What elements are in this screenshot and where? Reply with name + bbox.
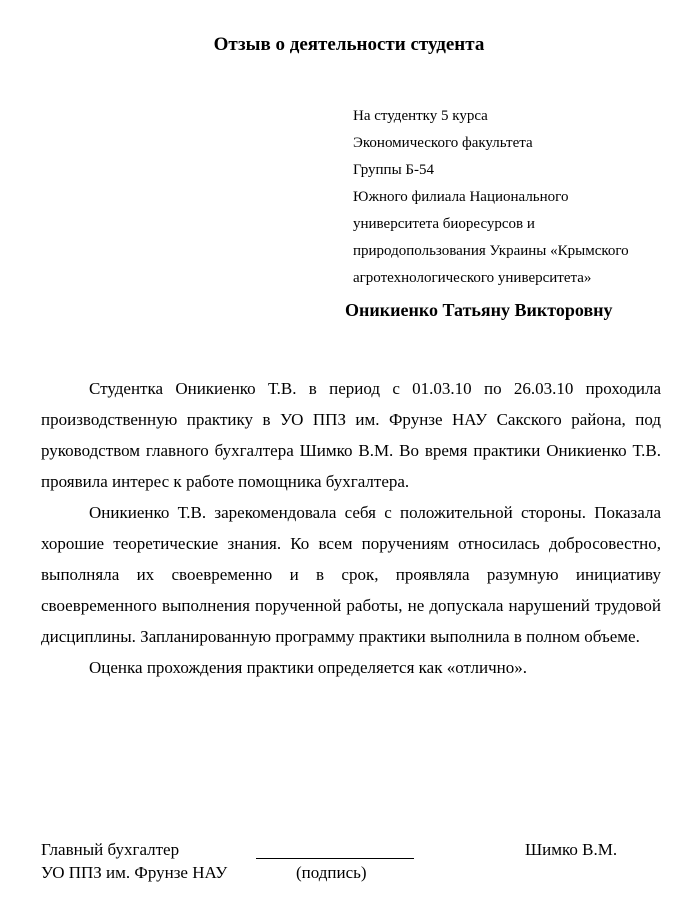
signer-position bbox=[41, 838, 227, 884]
addressee-line: агротехнологического университета» bbox=[353, 270, 592, 286]
signature-line bbox=[256, 858, 414, 859]
addressee-block bbox=[353, 103, 629, 292]
addressee-line: университета биоресурсов и bbox=[353, 216, 535, 232]
addressee-line: Группы Б-54 bbox=[353, 162, 435, 178]
addressee-line: Южного филиала Национального bbox=[353, 189, 569, 205]
paragraph: Оценка прохождения практики определяется как «отлично». bbox=[89, 658, 527, 677]
review-body bbox=[41, 373, 661, 683]
paragraph: Оникиенко Т.В. зарекомендовала себя с положительной стороны. Показала хорошие теоретические знания. Ко всем поручениям относилась добросовестно, выполняла их своевременно и в срок, проявляла разумную инициативу своевременного выполнения порученной работы, не допускала нарушений трудовой дисциплины. Запланированную программу практики выполнила в полном объеме. bbox=[41, 503, 661, 646]
signature-caption: (подпись) bbox=[296, 863, 367, 882]
signer-position-line: УО ППЗ им. Фрунзе НАУ bbox=[41, 863, 228, 882]
addressee-line: природопользования Украины «Крымского bbox=[353, 243, 629, 259]
paragraph: Студентка Оникиенко Т.В. в период с 01.03.10 по 26.03.10 проходила производственную практику в УО ППЗ им. Фрунзе НАУ Сакского района, под руководством главного бухгалтера Шимко В.М. Во время практики Оникиенко Т.В. проявила интерес к работе помощника бухгалтера. bbox=[41, 379, 661, 491]
signer-position-line: Главный бухгалтер bbox=[41, 840, 180, 859]
addressee-line: Экономического факультета bbox=[353, 135, 533, 151]
signer-name: Шимко В.М. bbox=[525, 840, 618, 859]
addressee-line: На студентку 5 курса bbox=[353, 108, 488, 124]
document-title: Отзыв о деятельности студента bbox=[213, 34, 485, 55]
student-name: Оникиенко Татьяну Викторовну bbox=[345, 300, 613, 320]
